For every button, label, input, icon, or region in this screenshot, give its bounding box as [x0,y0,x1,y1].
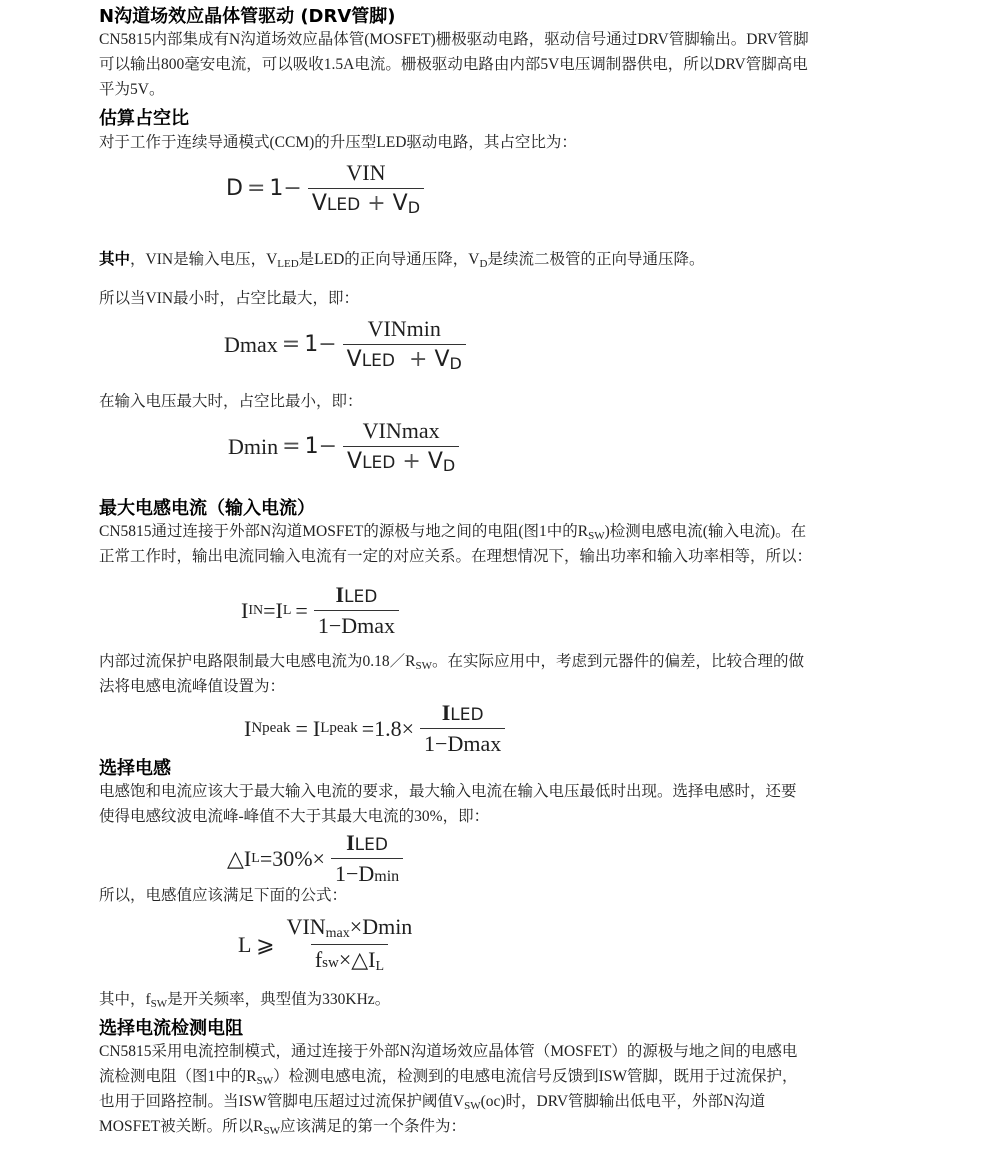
led-label: LED [326,195,361,215]
v-symbol: V [347,449,363,474]
numerator [283,914,417,944]
text: 1−D [334,861,375,886]
subscript: Lpeak [320,720,358,736]
subscript: D [479,258,488,270]
eq-lhs: L ⩾ [238,931,275,957]
paragraph-line: 可以输出800毫安电流，可以吸收1.5A电流。栅极驱动电路由内部5V电压调制器供电，所以DRV管脚高电 [99,56,808,73]
bold-label: 其中 [99,250,131,268]
led-label: LED [344,587,378,607]
numerator [342,830,392,858]
subscript: SW [256,1075,274,1087]
eq-one: 1 [269,176,284,201]
denominator [308,188,424,217]
multiplier: =1.8× [361,715,415,741]
paragraph-line: 电感饱和电流应该大于最大输入电流的要求，最大输入电流在输入电压最低时出现。选择电感时，还要 [99,783,797,800]
text: ×△I [338,947,376,972]
eq-lhs: Dmin [228,433,279,459]
eq-equals: = [282,434,301,459]
fraction [314,582,399,639]
equation-peak-current [244,700,505,757]
text: 应该满足的第一个条件为： [280,1118,467,1135]
subscript: max [325,926,350,941]
paragraph-vin-max: 在输入电压最大时，占空比最小，即： [99,393,363,410]
i-symbol: I [335,582,345,607]
text: VIN [286,914,326,939]
subscript: sw [322,955,339,971]
numerator [438,700,488,728]
paragraph-line: 正常工作时，输出电流同输入电流有一定的对应关系。在理想情况下，输出功率和输入功率相等，所以： [99,548,813,565]
heading-select-inductor: 选择电感 [99,758,171,779]
text: ，VIN是输入电压，V [130,251,278,268]
heading-select-sense-resistor: 选择电流检测电阻 [99,1018,243,1039]
subscript: L [375,959,385,974]
eq-lhs: D [226,176,243,201]
fraction [308,160,424,217]
i-symbol: I [275,597,283,623]
led-label: LED [362,453,396,473]
equation-dmax [224,316,466,373]
paragraph-line: 法将电感电流峰值设置为： [99,678,286,695]
equation-input-current [241,582,399,639]
text: 流检测电阻（图1中的R [99,1068,257,1085]
denominator: 1−Dmax [314,610,399,639]
paragraph-fsw [99,987,390,1017]
i-symbol: I [241,597,249,623]
plus: + [402,449,421,474]
numerator: VINmax [362,418,440,443]
paragraph-line [99,1114,466,1144]
numerator [331,582,381,610]
subscript: IN [248,602,264,618]
subscript: SW [150,998,168,1010]
denominator [343,344,466,373]
i-symbol: I [244,715,252,741]
fraction [420,700,505,757]
plus: + [409,347,428,372]
text: MOSFET被关断。所以R [99,1118,264,1135]
text: min [374,868,400,885]
text: CN5815通过连接于外部N沟道MOSFET的源极与地之间的电阻(图1中的R [99,523,589,540]
paragraph-vin-min: 所以当VIN最小时，占空比最大，即： [99,290,360,307]
v-symbol: V [434,347,450,372]
text: ×Dmin [349,914,413,939]
eq-equals: = [295,597,308,623]
denominator [343,446,459,475]
led-label: LED [450,705,484,725]
multiplier: =30%× [259,845,325,871]
heading-max-inductor-current: 最大电感电流（输入电流） [99,498,315,519]
text: )检测电感电流(输入电流)。在 [604,523,807,540]
paragraph-intro: 对于工作于连续导通模式(CCM)的升压型LED驱动电路，其占空比为： [99,134,577,151]
eq-minus: − [318,434,337,459]
subscript: L [251,850,260,866]
led-label: LED [354,835,388,855]
paragraph-where [99,247,704,277]
subscript: SW [263,1125,280,1137]
subscript: SW [588,530,605,542]
i-symbol: I [312,715,321,741]
eq-one: 1 [304,332,319,357]
subscript: SW [415,660,432,672]
paragraph-line: CN5815内部集成有N沟道场效应晶体管(MOSFET)栅极驱动电路，驱动信号通过DRV管脚输出。DRV管脚 [99,31,809,48]
i-symbol: I [346,830,355,855]
heading-drv-pin: N沟道场效应晶体管驱动 (DRV管脚) [99,6,396,27]
eq-minus: − [318,332,337,357]
numerator: VINmin [367,316,441,341]
subscript: D [407,198,421,217]
fraction [343,316,466,373]
paragraph-line: 平为5V。 [99,81,165,98]
subscript: Npeak [251,720,291,736]
eq-minus: − [283,176,302,201]
text: 是LED的正向导通压降，V [298,251,480,268]
subscript: L [282,602,292,618]
paragraph-line: CN5815采用电流控制模式，通过连接于外部N沟道场效应晶体管（MOSFET）的源极与地之间的电感电 [99,1043,798,1060]
text: 其中，f [99,991,151,1008]
paragraph-line: 使得电感纹波电流峰-峰值不大于其最大电流的30%，即： [99,808,490,825]
eq-equals: = [295,715,308,741]
fraction [343,418,459,475]
delta-i: △I [227,845,252,871]
denominator: 1−Dmax [420,728,505,757]
equation-inductance [238,914,416,975]
subscript: D [442,456,456,475]
subscript: SW [464,1100,481,1112]
text: 是开关频率，典型值为330KHz。 [167,991,391,1008]
heading-duty-cycle: 估算占空比 [99,108,189,129]
led-label: LED [361,351,396,371]
text: 。在实际应用中，考虑到元器件的偏差，比较合理的做 [431,653,804,670]
eq-equals: = [263,597,276,623]
v-symbol: V [392,191,408,216]
i-symbol: I [441,700,451,725]
v-symbol: V [346,347,362,372]
eq-equals: = [281,332,301,357]
fraction [283,914,417,975]
v-symbol: V [311,191,327,216]
denominator [311,944,388,975]
paragraph-therefore: 所以，电感值应该满足下面的公式： [99,887,348,904]
plus: + [367,191,386,216]
equation-duty-cycle [226,160,424,217]
eq-lhs: Dmax [224,331,278,357]
eq-equals: = [246,176,266,201]
text: ）检测电感电流，检测到的电感电流信号反馈到ISW管脚，既用于过流保护， [273,1068,798,1085]
text: (oc)时，DRV管脚输出低电平，外部N沟道 [480,1093,766,1110]
eq-one: 1 [304,434,319,459]
equation-dmin [228,418,459,475]
v-symbol: V [427,449,443,474]
subscript: D [449,354,462,373]
numerator: VIN [346,160,386,185]
text: 是续流二极管的正向导通压降。 [487,251,705,268]
text: 内部过流保护电路限制最大电感电流为0.18／R [99,653,416,670]
equation-ripple-current [227,830,403,887]
text: 也用于回路控制。当ISW管脚电压超过过流保护阈值V [99,1093,465,1110]
fraction [331,830,403,887]
subscript: LED [277,258,299,270]
text: f [314,947,323,972]
